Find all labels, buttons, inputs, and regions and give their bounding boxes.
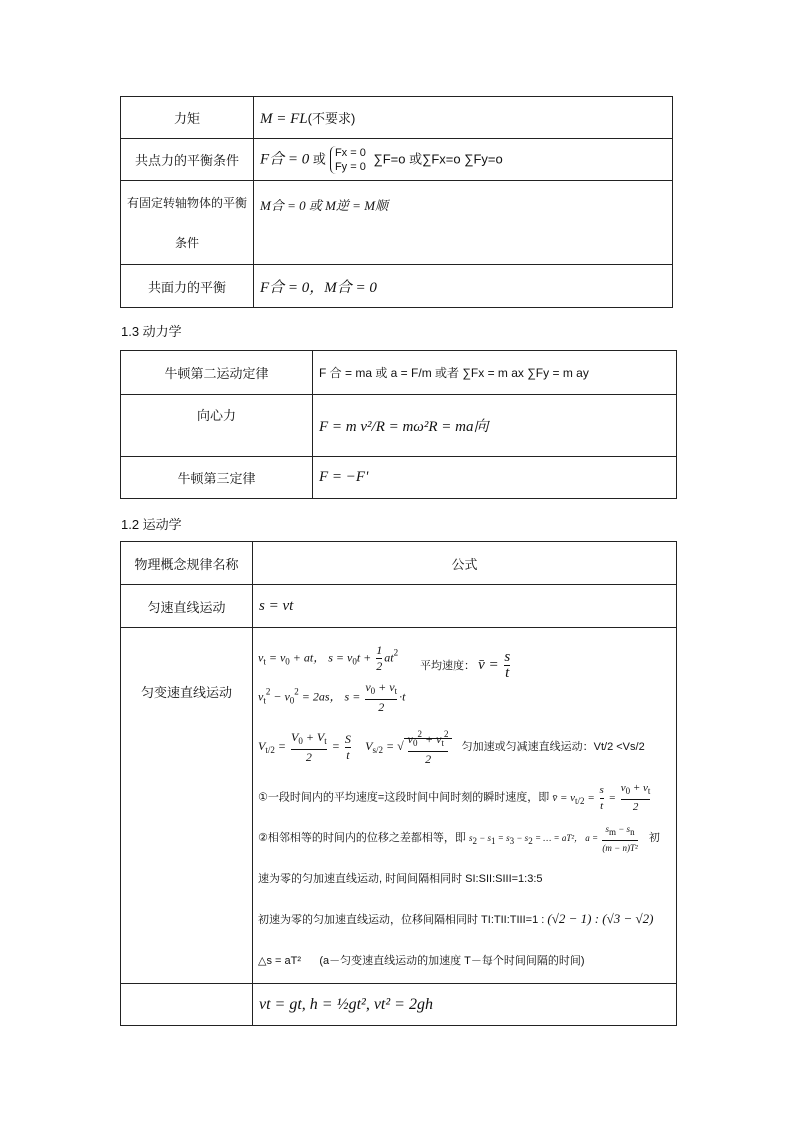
formula-line3: 速为零的匀加速直线运动, 时间间隔相同时 SI:SII:SIII=1:3:5 <box>258 873 543 885</box>
section-title-dynamics: 1.3 动力学 <box>121 324 182 339</box>
formula-line4: 初速为零的匀加速直线运动，位移间隔相同时 TI:TII:TIII=1 : (√2 − 1) : (√3 − √2) <box>258 911 654 926</box>
line2-tail: 初 <box>648 832 660 845</box>
row-name: 牛顿第三定律 <box>121 457 313 499</box>
row-name: 共面力的平衡 <box>121 265 254 308</box>
row-name: 牛顿第二运动定律 <box>121 351 313 395</box>
formula-tail: ∑F=o 或∑Fx=o ∑Fy=o <box>373 150 503 166</box>
row-formula <box>254 139 673 181</box>
row-name <box>121 984 253 1026</box>
brace-top: Fx = 0 <box>334 146 366 159</box>
table-row <box>121 585 677 628</box>
line4-text: 初速为零的匀加速直线运动，位移间隔相同时 TI:TII:TIII=1 : <box>258 914 545 926</box>
line5-b: (a－匀变速直线运动的加速度 T－每个时间间隔的时间) <box>319 955 585 967</box>
formula-vt: $v_t = v_0$ + at， $s = v_0t$ + $\frac{1}{2}$ $at^2$ <box>258 643 399 673</box>
formula-text: s = vt <box>259 597 294 614</box>
row-name: 共点力的平衡条件 <box>121 139 254 181</box>
line2-text: ②相邻相等的时间内的位移之差都相等，即 <box>258 832 466 845</box>
table-dynamics <box>120 350 677 499</box>
row-name <box>121 181 254 265</box>
table-header-row <box>121 542 677 585</box>
table-statics <box>120 96 673 308</box>
row-formula <box>254 265 673 308</box>
brace-system <box>330 146 366 174</box>
formula-or: 或 <box>312 150 326 166</box>
row-formula <box>313 457 677 499</box>
row-name: 匀速直线运动 <box>121 585 253 628</box>
row-formula: F 合 = ma 或 a = F/m 或者 ∑Fx = m ax ∑Fy = m ay <box>313 351 677 395</box>
mid-note: 匀加速或匀减速直线运动：Vt/2 <Vs/2 <box>461 740 645 753</box>
table-row <box>121 97 673 139</box>
formula-text: F合 = 0 <box>260 150 310 167</box>
formula-line5 <box>258 952 585 968</box>
row-name: 力矩 <box>121 97 254 139</box>
table-row <box>121 265 673 308</box>
table-row <box>121 351 677 395</box>
line5-a: △s = aT² <box>258 955 301 967</box>
header-formula: 公式 <box>253 542 677 585</box>
row-formula <box>253 585 677 628</box>
table-row <box>121 139 673 181</box>
avg-velocity <box>420 650 512 681</box>
formula-note: (不要求) <box>307 110 356 126</box>
row-formula <box>253 984 677 1026</box>
formula-v2: $v_t^2 - v_0^2 = 2as$， s = $\frac{v_0 + v_t}{2}$ ·t <box>258 680 406 714</box>
section-title-kinematics: 1.2 运动学 <box>121 517 182 532</box>
avg-formula: v̄ = $\frac{s}{t}$ <box>478 649 511 681</box>
row-name: 匀变速直线运动 <box>121 628 253 984</box>
table-row <box>121 984 677 1026</box>
formula-mid: $V_{t/2}$ = $\frac{V_0 + V_t}{2}$ = $\frac{S}{t}$ $V_{s/2}$ = √ $\frac{v_0^2 + v_t^2}{2}$ 匀加速或匀减速直线运动：Vt/2 <Vs/2 <box>258 729 645 766</box>
table-row <box>121 457 677 499</box>
row-name-line1: 有固定转轴物体的平衡 <box>127 195 248 210</box>
formula-line1: ①一段时间内的平均速度=这段时间中间时刻的瞬时速度，即 v̄ = $v_{t/2}$ = $\frac{s}{t}$ = $\frac{v_0 + v_t}{2}$ <box>258 782 651 813</box>
header-name: 物理概念规律名称 <box>121 542 253 585</box>
formula-text: vt = gt, h = ½gt², vt² = 2gh <box>259 995 433 1013</box>
brace-bottom: Fy = 0 <box>334 160 366 173</box>
formula-text: M合 = 0 或 M逆 = M顺 <box>260 198 389 213</box>
formula-line2: ②相邻相等的时间内的位移之差都相等，即 s2 − s1 = s3 − s2 = … = aT²， a = $\frac{sm - sn}{\text{(m − n)T²}}$ 初 <box>258 822 660 856</box>
row-formula <box>254 181 673 265</box>
row-formula <box>254 97 673 139</box>
table-row <box>121 181 673 265</box>
formula-text: F = m v²/R = mω²R = ma向 <box>319 419 489 435</box>
formula-text: F = −F' <box>319 469 369 485</box>
row-formula <box>313 395 677 457</box>
avg-label: 平均速度： <box>420 659 475 672</box>
formula-text: F合 = 0，M合 = 0 <box>260 279 377 296</box>
row-name-line2: 条件 <box>174 235 199 250</box>
table-row <box>121 395 677 457</box>
formula-text: M = FL <box>260 110 308 127</box>
line1-text: ①一段时间内的平均速度=这段时间中间时刻的瞬时速度，即 <box>258 791 550 804</box>
row-name: 向心力 <box>121 395 313 457</box>
